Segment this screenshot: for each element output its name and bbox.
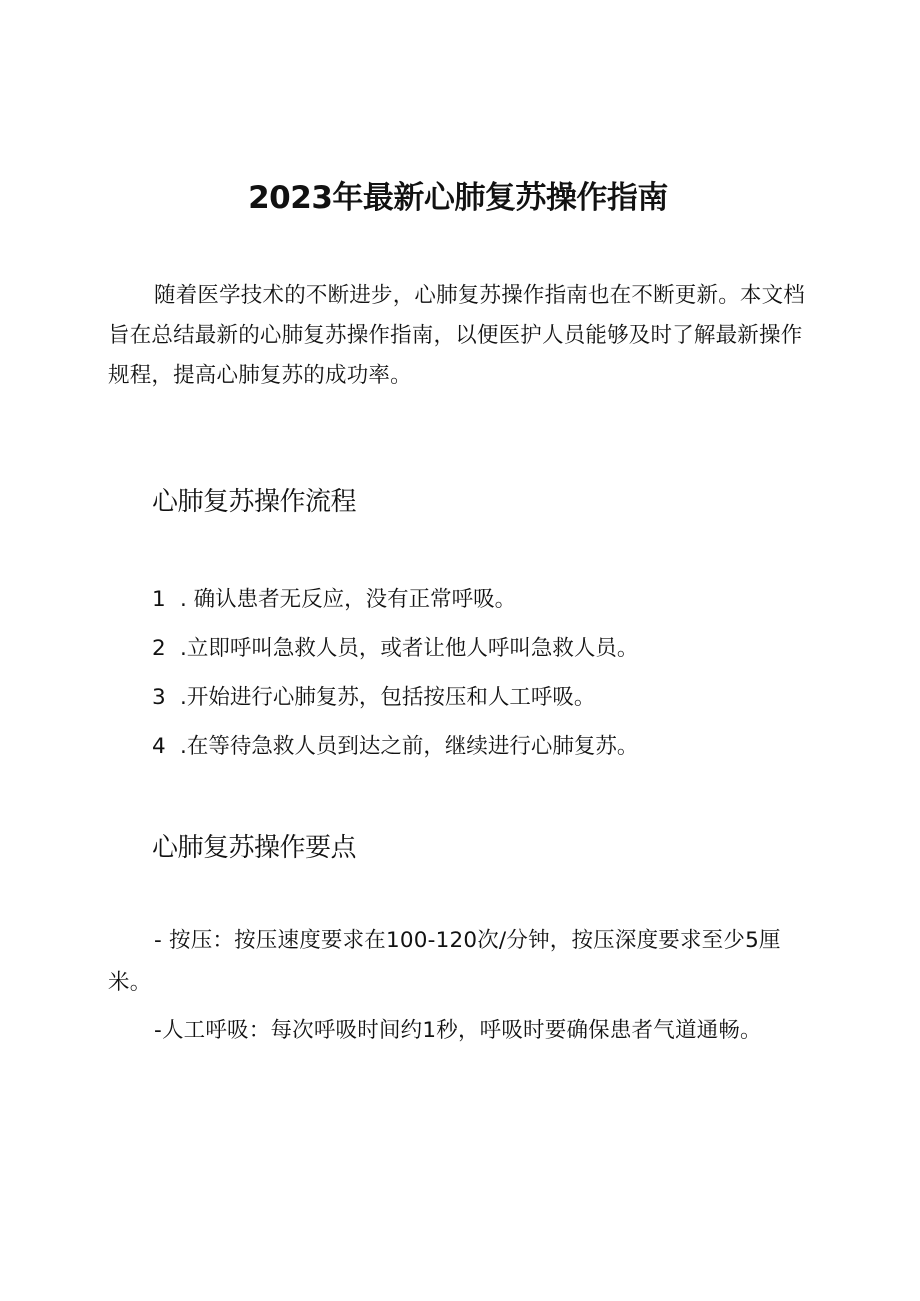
step-text: .立即呼叫急救人员，或者让他人呼叫急救人员。 <box>180 636 639 661</box>
process-step-4 <box>152 722 812 771</box>
document-title: 2023年最新心肺复苏操作指南 <box>248 180 668 216</box>
key-point-compression: - 按压：按压速度要求在100-120次/分钟，按压深度要求至少5厘米。 <box>108 928 781 995</box>
intro-paragraph: 随着医学技术的不断进步，心肺复苏操作指南也在不断更新。本文档旨在总结最新的心肺复苏操作指南，以便医护人员能够及时了解最新操作规程，提高心肺复苏的成功率。 <box>108 283 806 388</box>
key-point-rescue-breathing: -人工呼吸：每次呼吸时间约1秒，呼吸时要确保患者气道通畅。 <box>154 1018 762 1043</box>
step-number: 2 <box>152 636 166 661</box>
process-step-2 <box>152 624 812 673</box>
step-text: . 确认患者无反应，没有正常呼吸。 <box>180 587 517 612</box>
section-heading-key-points: 心肺复苏操作要点 <box>152 833 357 863</box>
process-step-list <box>152 575 812 771</box>
key-point-list <box>108 920 808 1058</box>
process-step-1 <box>152 575 812 624</box>
section-heading-process: 心肺复苏操作流程 <box>152 487 357 517</box>
step-text: .在等待急救人员到达之前，继续进行心肺复苏。 <box>180 734 639 759</box>
step-text: .开始进行心肺复苏，包括按压和人工呼吸。 <box>180 685 596 710</box>
step-number: 3 <box>152 685 166 710</box>
process-step-3 <box>152 673 812 722</box>
step-number: 1 <box>152 587 166 612</box>
step-number: 4 <box>152 734 166 759</box>
